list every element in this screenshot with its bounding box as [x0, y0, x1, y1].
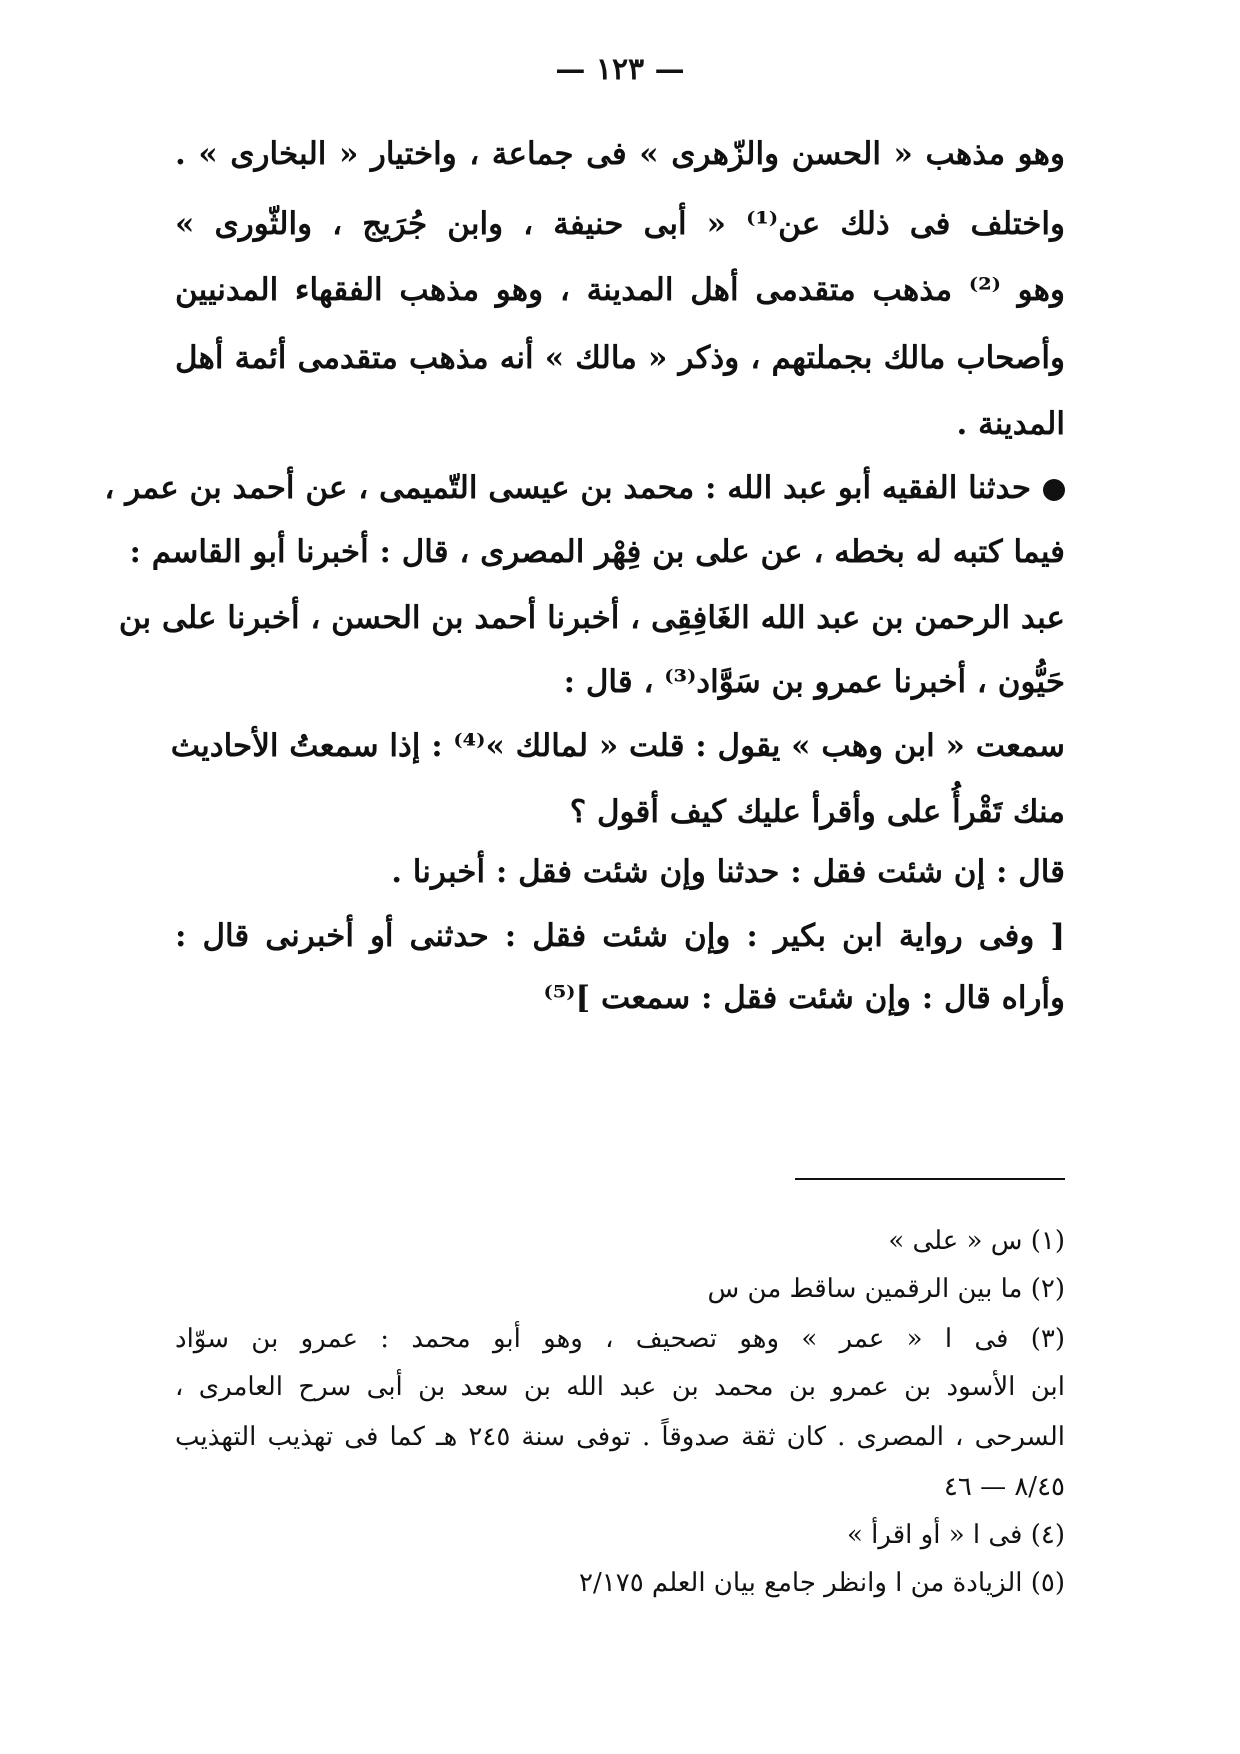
footnote-3-cont-2: السرحى ، المصرى . كان ثقة صدوقاً . توفى سنة ٢٤٥ هـ كما فى تهذيب التهذيب [175, 1422, 1066, 1452]
body-line-4: وأصحاب مالك بجملتهم ، وذكر « مالك » أنه مذهب متقدمى أئمة أهل [175, 340, 1065, 376]
body-line-5: المدينة . [956, 406, 1065, 442]
footnote-divider [795, 1178, 1065, 1180]
body-line-9: حَيُّون ، أخبرنا عمرو بن سَوَّاد⁽³⁾ ، قال : [563, 664, 1065, 700]
footnote-1: (١) س « على » [888, 1226, 1065, 1256]
body-line-14: وأراه قال : وإن شئت فقل : سمعت ]⁽⁵⁾ [543, 980, 1065, 1016]
body-line-3: وهو ⁽²⁾ مذهب متقدمى أهل المدينة ، وهو مذهب الفقهاء المدنيين [175, 272, 1065, 308]
footnote-3-cont-3: ٨/٤٥ — ٤٦ [943, 1472, 1065, 1502]
footnote-3: (٣) فى ا « عمر » وهو تصحيف ، وهو أبو محمد : عمرو بن سوّاد [175, 1324, 1065, 1354]
footnote-2: (٢) ما بين الرقمين ساقط من س [707, 1274, 1065, 1304]
footnote-3-cont-1: ابن الأسود بن عمرو بن محمد بن عبد الله بن سعد بن أبى سرح العامرى ، [175, 1372, 1065, 1402]
bullet-icon [1043, 479, 1065, 501]
body-line-12: قال : إن شئت فقل : حدثنا وإن شئت فقل : أخبرنا . [391, 854, 1065, 890]
body-line-13: [ وفى رواية ابن بكير : وإن شئت فقل : حدثنى أو أخبرنى قال : [175, 918, 1065, 954]
page-number: — ١٢٣ — [555, 52, 685, 87]
body-line-6-text: حدثنا الفقيه أبو عبد الله : محمد بن عيسى التّميمى ، عن أحمد بن عمر ، [104, 470, 1031, 506]
body-line-6 [104, 466, 1065, 510]
body-line-10: سمعت « ابن وهب » يقول : قلت « لمالك »⁽⁴⁾ : إذا سمعتُ الأحاديث [170, 728, 1065, 764]
body-line-7: فيما كتبه له بخطه ، عن على بن فِهْر المصرى ، قال : أخبرنا أبو القاسم : [129, 534, 1065, 570]
body-line-8: عبد الرحمن بن عبد الله الغَافِقِى ، أخبرنا أحمد بن الحسن ، أخبرنا على بن [118, 600, 1065, 636]
body-line-11: منك تَقْرأُ على وأقرأ عليك كيف أقول ؟ [569, 794, 1065, 830]
body-line-1: وهو مذهب « الحسن والزّهرى » فى جماعة ، واختيار « البخارى » . [175, 136, 1065, 172]
footnote-5: (٥) الزيادة من ا وانظر جامع بيان العلم ٢/١٧٥ [579, 1568, 1065, 1598]
body-line-2: واختلف فى ذلك عن⁽¹⁾ « أبى حنيفة ، وابن جُرَيج ، والثّورى » [175, 206, 1065, 242]
footnote-4: (٤) فى ا « أو اقرأ » [847, 1520, 1065, 1550]
